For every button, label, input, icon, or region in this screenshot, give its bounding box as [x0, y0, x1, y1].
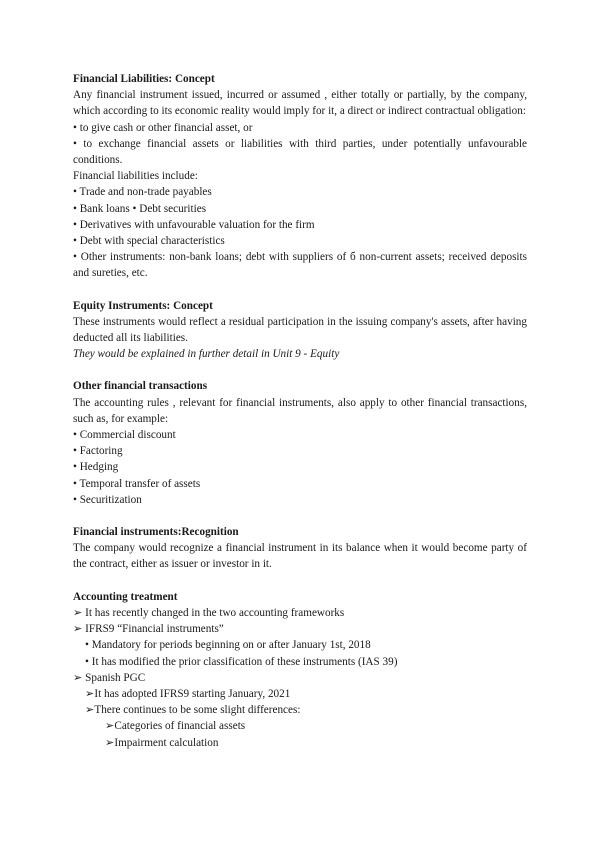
other-text: The accounting rules , relevant for financial instruments, also apply to other financial transactions, such as, for example:	[73, 396, 527, 425]
accounting-line: ➢Categories of financial assets	[105, 720, 246, 733]
liabilities-definition: Any financial instrument issued, incurred or assumed , either totally or partially, by the company, which according to its economic reality would imply for it, a direct or indirect contractual obligation:	[73, 89, 527, 118]
accounting-line: ➢ Spanish PGC	[73, 671, 146, 684]
section-equity-instruments	[73, 298, 527, 363]
list-item: • Derivatives with unfavourable valuation for the firm	[73, 218, 315, 231]
equity-note: They would be explained in further detail in Unit 9 - Equity	[73, 348, 340, 361]
heading-financial-liabilities: Financial Liabilities: Concept	[73, 73, 215, 85]
accounting-line: ➢There continues to be some slight differences:	[85, 704, 301, 717]
accounting-line: ➢Impairment calculation	[105, 736, 219, 749]
list-item: • Commercial discount	[73, 429, 176, 442]
accounting-line: ➢It has adopted IFRS9 starting January, 2021	[85, 687, 291, 700]
list-item: • Trade and non-trade payables	[73, 186, 212, 199]
section-recognition	[73, 524, 527, 573]
section-other-transactions	[73, 378, 527, 508]
document-page	[73, 71, 527, 767]
recognition-text: The company would recognize a financial instrument in its balance when it would become party of the contract, either as issuer or investor in it.	[73, 542, 527, 571]
obligation-list	[73, 120, 527, 169]
other-item-list	[73, 427, 527, 508]
heading-equity-instruments: Equity Instruments: Concept	[73, 299, 213, 312]
heading-accounting-treatment: Accounting treatment	[73, 590, 178, 603]
accounting-line: • Mandatory for periods beginning on or after January 1st, 2018	[85, 639, 371, 652]
list-item: • Hedging	[73, 461, 119, 474]
list-item: • Bank loans • Debt securities	[73, 202, 207, 215]
heading-other-transactions: Other financial transactions	[73, 380, 208, 393]
list-item: • Other instruments: non-bank loans; debt with suppliers of б non-current assets; received deposits and sureties, etc.	[73, 251, 527, 280]
list-item: • Debt with special characteristics	[73, 235, 225, 248]
list-item: • Temporal transfer of assets	[73, 477, 201, 490]
accounting-line: ➢ It has recently changed in the two accounting frameworks	[73, 606, 345, 619]
section-financial-liabilities	[73, 71, 527, 282]
list-item: • to exchange financial assets or liabilities with third parties, under potentially unfavourable conditions.	[73, 137, 527, 167]
list-item: • Securitization	[73, 493, 142, 506]
liabilities-item-list	[73, 184, 527, 281]
equity-text: These instruments would reflect a residual participation in the issuing company's assets, after having deducted all its liabilities.	[73, 315, 527, 345]
heading-recognition: Financial instruments:Recognition	[73, 526, 239, 539]
accounting-line: ➢ IFRS9 “Financial instruments”	[73, 623, 224, 636]
liabilities-include-intro: Financial liabilities include:	[73, 170, 198, 183]
list-item: • to give cash or other financial asset, or	[73, 121, 253, 134]
section-accounting-treatment	[73, 589, 527, 751]
list-item: • Factoring	[73, 445, 123, 458]
accounting-line: • It has modified the prior classification of these instruments (IAS 39)	[85, 655, 398, 668]
